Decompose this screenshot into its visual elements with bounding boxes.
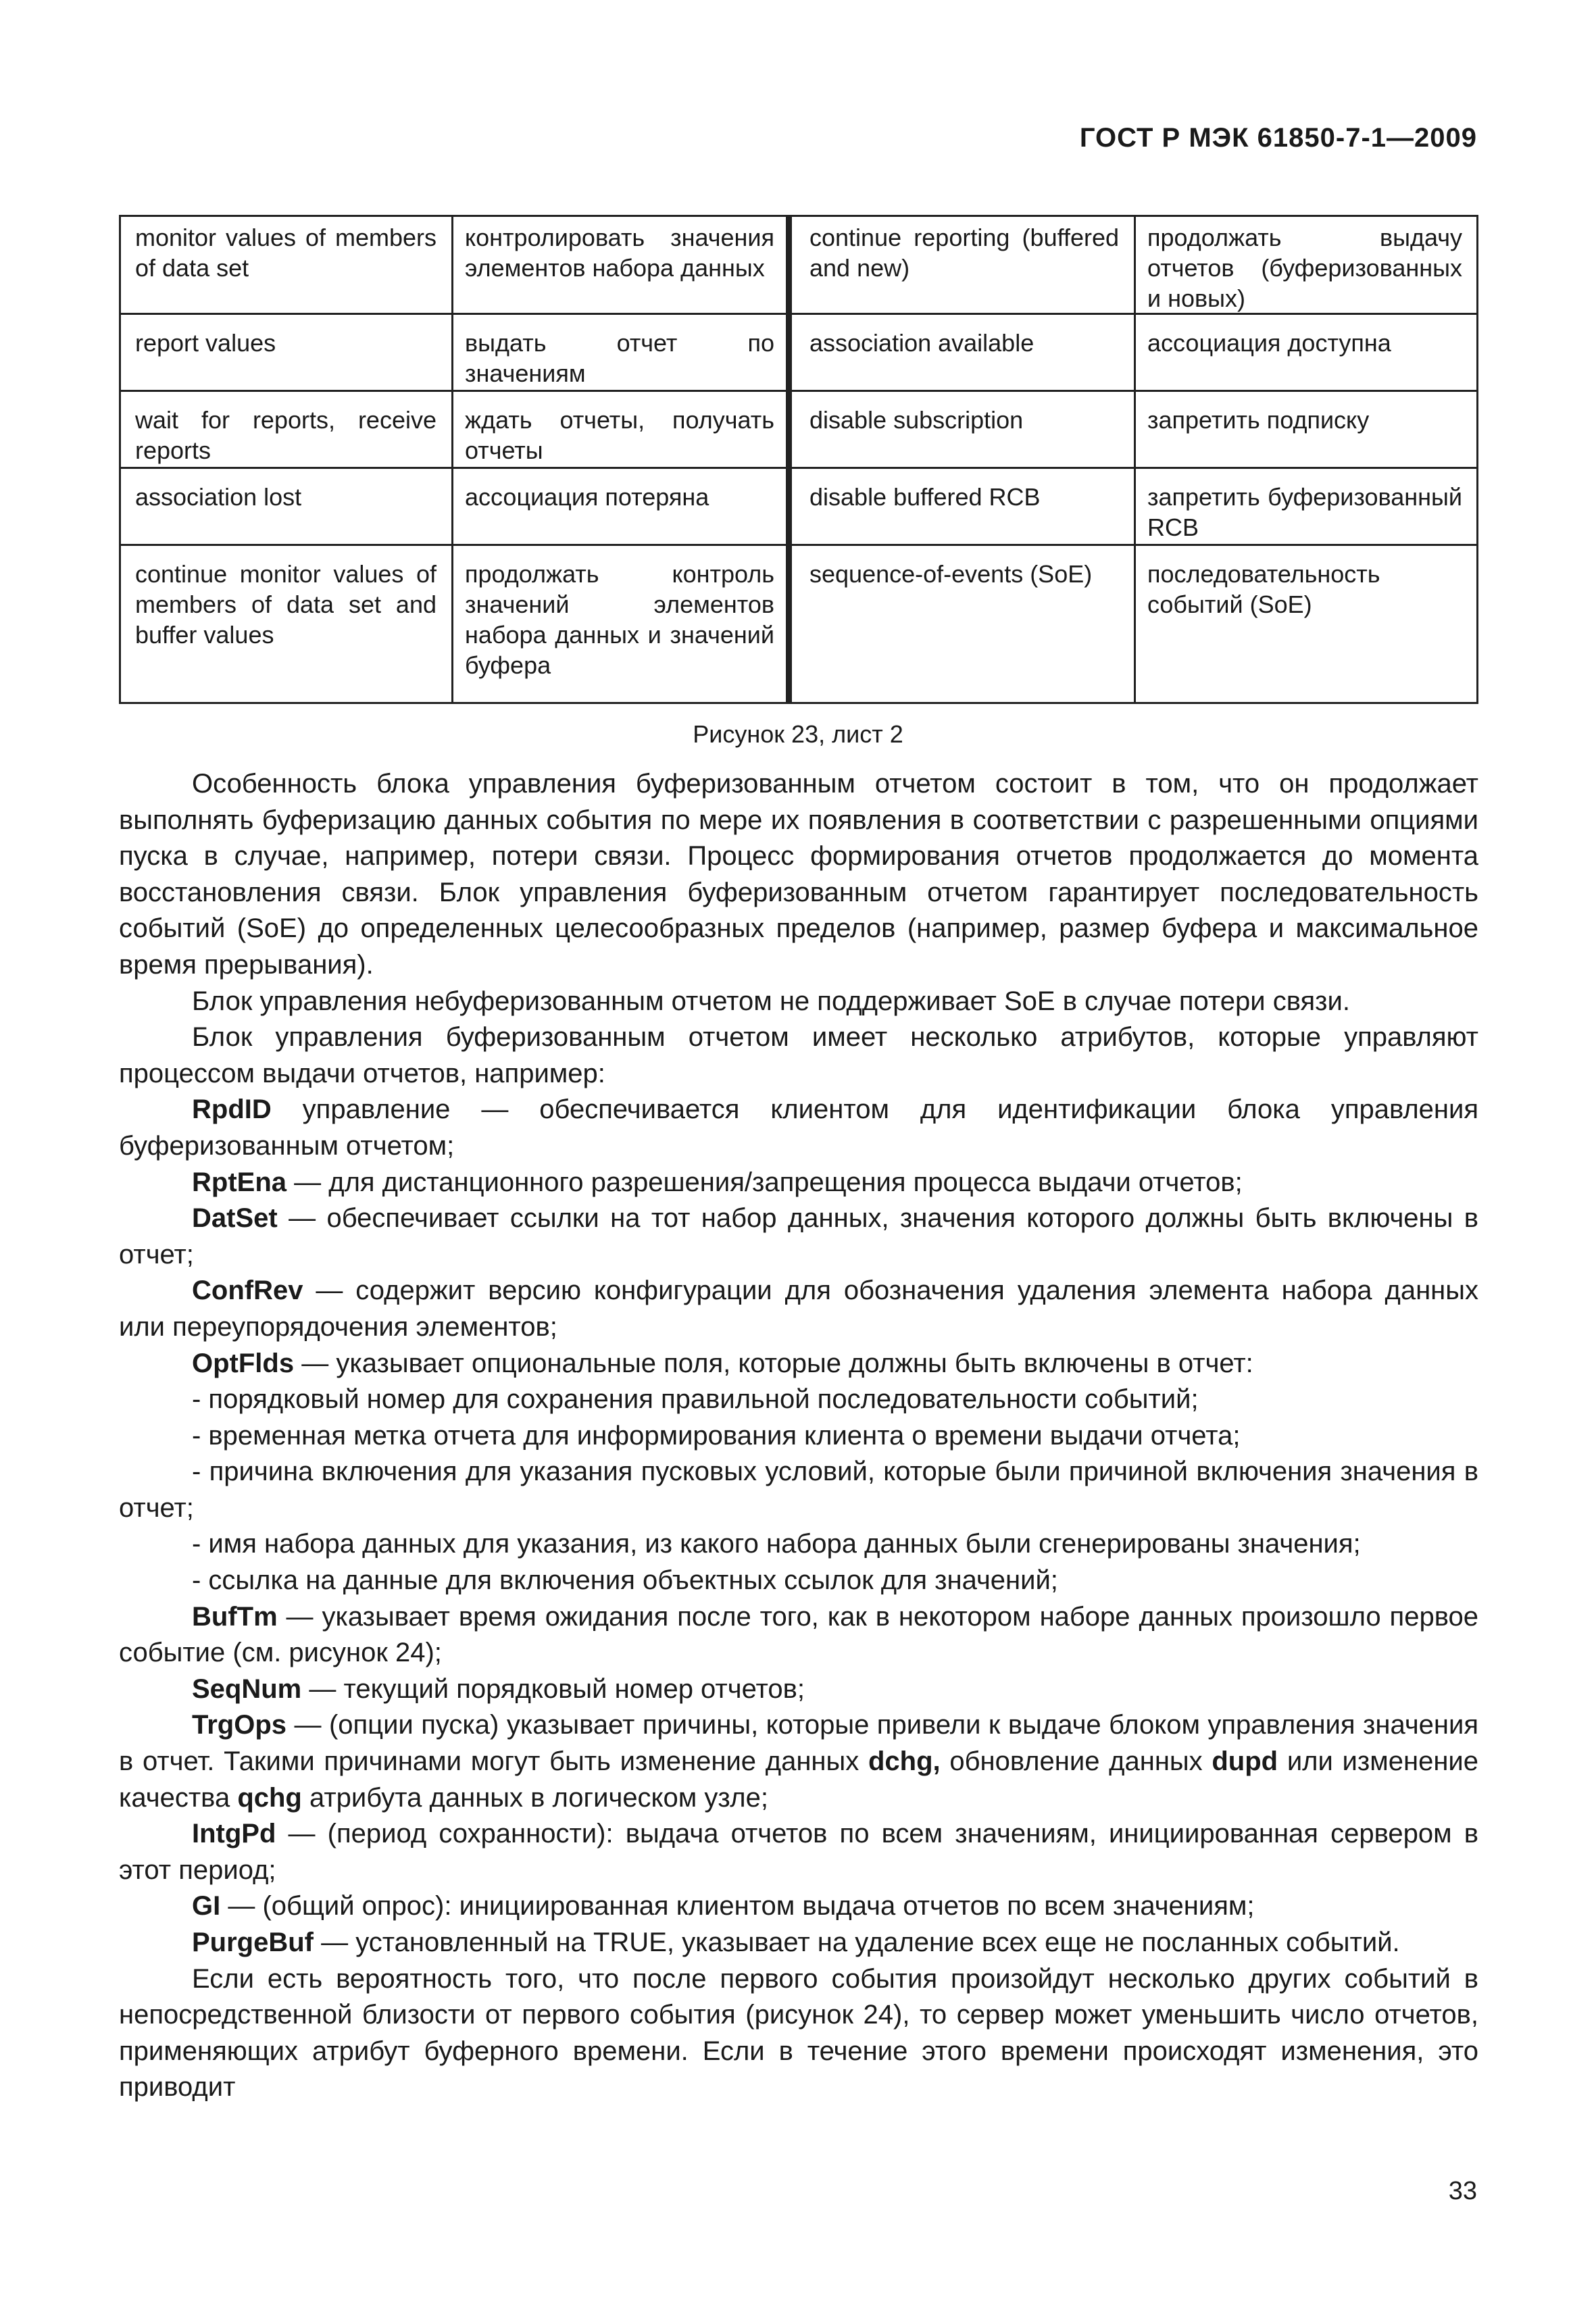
paragraph: DatSet — обеспечивает ссылки на тот набор данных, значения которого должны быть включены в отчет; <box>119 1203 1478 1269</box>
body-text <box>119 766 1478 2106</box>
glossary-en: association available <box>809 329 1034 357</box>
attribute-term: RptEna <box>192 1167 286 1197</box>
glossary-ru: последовательность событий (SoE) <box>1147 560 1380 618</box>
glossary-ru: ждать отчеты, получать отчеты <box>465 406 774 464</box>
glossary-ru: выдать отчет по значениям <box>465 329 774 387</box>
glossary-en: monitor values of members of data set <box>135 224 437 282</box>
paragraph: - причина включения для указания пусковых условий, которые были причиной включения значения в отчет; <box>119 1457 1478 1523</box>
attribute-term: GI <box>192 1891 221 1921</box>
paragraph: SeqNum — текущий порядковый номер отчетов; <box>192 1674 805 1704</box>
glossary-ru: продолжать контроль значений элементов набора данных и значений буфера <box>465 560 774 679</box>
figure-caption: Рисунок 23, лист 2 <box>693 720 903 748</box>
glossary-en: wait for reports, receive reports <box>135 406 437 464</box>
glossary-en: disable subscription <box>809 406 1024 434</box>
glossary-ru: ассоциация доступна <box>1147 329 1391 357</box>
document-header: ГОСТ Р МЭК 61850-7-1—2009 <box>1079 123 1477 153</box>
figure-glossary-table <box>119 215 1478 704</box>
glossary-ru: продолжать выдачу отчетов (буферизованных и новых) <box>1147 224 1462 312</box>
glossary-ru: запретить подписку <box>1147 406 1370 434</box>
paragraph: IntgPd — (период сохранности): выдача отчетов по всем значениям, инициированная сервером в этот период; <box>119 1819 1478 1885</box>
paragraph: Блок управления небуферизованным отчетом не поддерживает SoE в случае потери связи. <box>192 986 1350 1016</box>
attribute-term: ConfRev <box>192 1276 303 1306</box>
glossary-ru: запретить буферизованный RCB <box>1147 483 1462 541</box>
glossary-en: sequence-of-events (SoE) <box>809 560 1093 588</box>
glossary-en: disable buffered RCB <box>809 483 1041 511</box>
paragraph: - порядковый номер для сохранения правильной последовательности событий; <box>192 1384 1199 1415</box>
paragraph: - ссылка на данные для включения объектных ссылок для значений; <box>192 1565 1058 1596</box>
paragraph: TrgOps — (опции пуска) указывает причины, которые привели к выдаче блоком управления значения в отчет. Такими причинами могут быть изменение данных dchg, обновление данных dupd или изменение качества qchg атрибута данных в логическом узле; <box>119 1710 1478 1813</box>
paragraph: - временная метка отчета для информирования клиента о времени выдачи отчета; <box>192 1420 1241 1451</box>
paragraph: RpdID управление — обеспечивается клиентом для идентификации блока управления буферизованным отчетом; <box>119 1095 1478 1161</box>
paragraph: PurgeBuf — установленный на TRUE, указывает на удаление всех еще не посланных событий. <box>192 1928 1400 1957</box>
attribute-term: dchg, <box>868 1746 941 1777</box>
attribute-term: SeqNum <box>192 1674 302 1704</box>
paragraph: OptFlds — указывает опциональные поля, которые должны быть включены в отчет: <box>192 1348 1253 1378</box>
attribute-term: PurgeBuf <box>192 1928 314 1957</box>
glossary-en: report values <box>135 329 276 357</box>
paragraph: GI — (общий опрос): инициированная клиентом выдача отчетов по всем значениям; <box>192 1891 1255 1921</box>
glossary-en: continue reporting (buffered and new) <box>809 224 1119 282</box>
glossary-en: association lost <box>135 483 302 511</box>
attribute-term: dupd <box>1212 1746 1278 1777</box>
paragraph: Если есть вероятность того, что после первого события произойдут несколько других событий в непосредственной близости от первого события (рисунок 24), то сервер может уменьшить число отчетов, применяющих атрибут буферного времени. Если в течение этого времени происходят изменения, это приводит <box>119 1963 1478 2103</box>
paragraph: - имя набора данных для указания, из какого набора данных были сгенерированы значения; <box>192 1529 1361 1559</box>
paragraph: BufTm — указывает время ожидания после того, как в некотором наборе данных произошло первое событие (см. рисунок 24); <box>119 1601 1478 1668</box>
attribute-term: DatSet <box>192 1203 278 1234</box>
attribute-term: qchg <box>237 1782 302 1813</box>
paragraph: Особенность блока управления буферизованным отчетом состоит в том, что он продолжает выполнять буферизацию данных события по мере их появления в соответствии с разрешенными опциями пуска в случае, например, потери связи. Процесс формирования отчетов продолжается до момента восстановления связи. Блок управления буферизованным отчетом гарантирует последовательность событий (SoE) до определенных целесообразных пределов (например, размер буфера и максимальное время прерывания). <box>119 769 1478 980</box>
page-number: 33 <box>1448 2177 1477 2205</box>
paragraph: Блок управления буферизованным отчетом имеет несколько атрибутов, которые управляют процессом выдачи отчетов, например: <box>119 1022 1478 1088</box>
paragraph: ConfRev — содержит версию конфигурации для обозначения удаления элемента набора данных или переупорядочения элементов; <box>119 1276 1478 1342</box>
attribute-term: OptFlds <box>192 1348 295 1378</box>
paragraph: RptEna — для дистанционного разрешения/запрещения процесса выдачи отчетов; <box>192 1167 1243 1197</box>
glossary-ru: ассоциация потеряна <box>465 483 709 511</box>
attribute-term: RpdID <box>192 1095 272 1125</box>
glossary-ru: контролировать значения элементов набора данных <box>465 224 774 282</box>
attribute-term: IntgPd <box>192 1819 276 1849</box>
attribute-term: BufTm <box>192 1601 278 1632</box>
attribute-term: TrgOps <box>192 1710 287 1740</box>
glossary-en: continue monitor values of members of data set and buffer values <box>135 560 437 649</box>
